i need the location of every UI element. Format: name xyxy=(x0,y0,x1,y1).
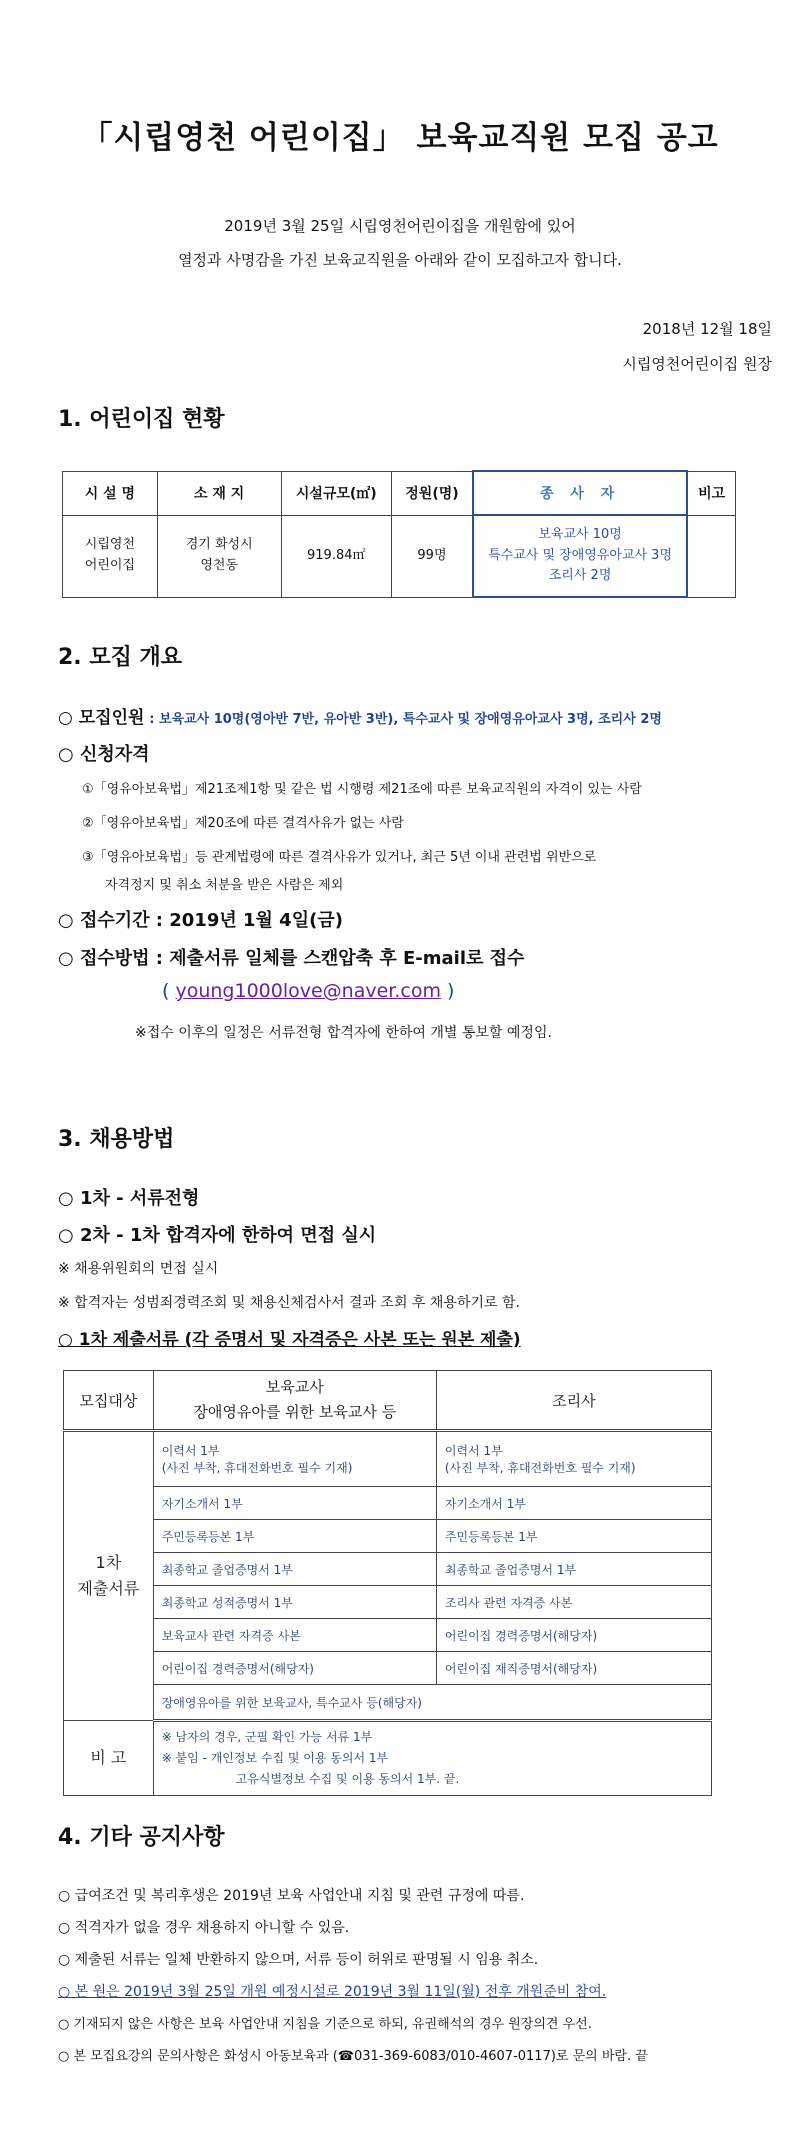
col-header-cook: 조리사 xyxy=(436,1371,711,1431)
notice-item: ○ 급여조건 및 복리후생은 2019년 보육 사업안내 지침 및 관련 규정에 따름. xyxy=(58,1888,525,1904)
application-method: ○ 접수방법 : 제출서류 일체를 스캔압축 후 E-mail로 접수 xyxy=(58,948,525,969)
cook-doc: 최종학교 졸업증명서 1부 xyxy=(436,1553,711,1586)
teacher-doc: 주민등록등본 1부 xyxy=(153,1520,436,1553)
facility-note xyxy=(687,515,735,597)
notice-item: ○ 적격자가 없을 경우 채용하지 아니할 수 있음. xyxy=(58,1920,350,1936)
qualification-2: ②「영유아보육법」제20조에 따른 결격사유가 없는 사람 xyxy=(82,816,404,831)
table-row xyxy=(64,1553,712,1586)
table-row xyxy=(64,1619,712,1652)
remark-label: 비 고 xyxy=(64,1721,154,1796)
col-header: 시 설 명 xyxy=(63,471,158,515)
intro-line-2: 열정과 사명감을 가진 보육교직원을 아래와 같이 모집하고자 합니다. xyxy=(178,251,622,269)
section-3-heading: 3. 채용방법 xyxy=(58,1127,175,1152)
schedule-notice: ※접수 이후의 일정은 서류전형 합격자에 한하여 개별 통보할 예정임. xyxy=(135,1025,552,1041)
table-row xyxy=(64,1721,712,1796)
facility-area: 919.84㎡ xyxy=(281,515,392,597)
documents-table xyxy=(63,1370,712,1796)
table-row xyxy=(64,1586,712,1619)
teacher-doc: 최종학교 졸업증명서 1부 xyxy=(153,1553,436,1586)
step-2: ○ 2차 - 1차 합격자에 한하여 면접 실시 xyxy=(58,1225,377,1246)
teacher-doc: 이력서 1부 (사진 부착, 휴대전화번호 필수 기재) xyxy=(153,1431,436,1487)
col-header: 정원(명) xyxy=(392,471,473,515)
notice-item: ○ 기재되지 않은 사항은 보육 사업안내 지침을 기준으로 하되, 유권해석의 경우 원장의견 우선. xyxy=(58,2017,592,2032)
table-row xyxy=(64,1431,712,1487)
notice-item: ○ 제출된 서류는 일체 반환하지 않으며, 서류 등이 허위로 판명될 시 임용 취소. xyxy=(58,1952,539,1968)
note-2: ※ 합격자는 성범죄경력조회 및 채용신체검사서 결과 조회 후 채용하기로 함. xyxy=(58,1295,520,1311)
notice-item-highlight: ○ 본 원은 2019년 3월 25일 개원 예정시설로 2019년 3월 11일(월) 전후 개원준비 참여. xyxy=(58,1984,607,2000)
teacher-doc: 보육교사 관련 자격증 사본 xyxy=(153,1619,436,1652)
facility-capacity: 99명 xyxy=(392,515,473,597)
step-1: ○ 1차 - 서류전형 xyxy=(58,1188,200,1209)
qualification-1: ①「영유아보육법」제21조제1항 및 같은 법 시행령 제21조에 따른 보육교직원의 자격이 있는 사람 xyxy=(82,782,642,797)
email-link[interactable]: young1000love@naver.com xyxy=(175,980,441,1002)
table-row xyxy=(63,515,736,597)
cook-doc: 자기소개서 1부 xyxy=(436,1487,711,1520)
intro-line-1: 2019년 3월 25일 시립영천어린이집을 개원함에 있어 xyxy=(224,217,576,235)
cook-doc: 어린이집 경력증명서(해당자) xyxy=(436,1619,711,1652)
email-line: ( young1000love@naver.com ) xyxy=(162,980,455,1002)
section-1-heading: 1. 어린이집 현황 xyxy=(58,407,225,432)
table-row xyxy=(64,1685,712,1721)
col-header: 모집대상 xyxy=(64,1371,154,1431)
teacher-doc: 최종학교 성적증명서 1부 xyxy=(153,1586,436,1619)
col-header-staff: 종 사 자 xyxy=(473,471,687,515)
page-title: 「시립영천 어린이집」 보육교직원 모집 공고 xyxy=(81,120,719,156)
facility-staff: 보육교사 10명 특수교사 및 장애영유아교사 3명 조리사 2명 xyxy=(473,515,687,597)
notice-date: 2018년 12월 18일 xyxy=(642,320,772,338)
table-header-row xyxy=(63,471,736,515)
facility-table xyxy=(62,470,736,598)
special-doc: 장애영유아를 위한 보육교사, 특수교사 등(해당자) xyxy=(153,1685,711,1721)
facility-name: 시립영천 어린이집 xyxy=(63,515,158,597)
section-4-heading: 4. 기타 공지사항 xyxy=(58,1825,225,1850)
teacher-doc: 자기소개서 1부 xyxy=(153,1487,436,1520)
cook-doc: 이력서 1부 (사진 부착, 휴대전화번호 필수 기재) xyxy=(436,1431,711,1487)
col-header-teacher: 보육교사 장애영유아를 위한 보육교사 등 xyxy=(153,1371,436,1431)
note-1: ※ 채용위원회의 면접 실시 xyxy=(58,1261,219,1277)
table-row xyxy=(64,1487,712,1520)
table-header-row xyxy=(64,1371,712,1431)
facility-location: 경기 화성시 영천동 xyxy=(157,515,281,597)
col-header: 소 재 지 xyxy=(157,471,281,515)
application-period: ○ 접수기간 : 2019년 1월 4일(금) xyxy=(58,910,343,931)
qualification-heading: ○ 신청자격 xyxy=(58,744,150,765)
qualification-3a: ③「영유아보육법」등 관계법령에 따른 결격사유가 있거나, 최근 5년 이내 관련법 위반으로 xyxy=(82,850,597,865)
cook-doc: 어린이집 재직증명서(해당자) xyxy=(436,1652,711,1685)
cook-doc: 조리사 관련 자격증 사본 xyxy=(436,1586,711,1619)
table-row xyxy=(64,1652,712,1685)
recruit-line: ○ 모집인원 : 보육교사 10명(영아반 7반, 유아반 3반), 특수교사 및 장애영유아교사 3명, 조리사 2명 xyxy=(58,708,662,728)
teacher-doc: 어린이집 경력증명서(해당자) xyxy=(153,1652,436,1685)
qualification-3b: 자격정지 및 취소 처분을 받은 사람은 제외 xyxy=(105,878,344,893)
col-header: 비고 xyxy=(687,471,735,515)
signer: 시립영천어린이집 원장 xyxy=(622,355,772,373)
table-row xyxy=(64,1520,712,1553)
notice-item: ○ 본 모집요강의 문의사항은 화성시 아동보육과 (☎031-369-6083/010-4607-0117)로 문의 바람. 끝 xyxy=(58,2049,648,2064)
remark-cell: ※ 남자의 경우, 군필 확인 가능 서류 1부 ※ 붙임 - 개인정보 수집 및 이용 동의서 1부 고유식별정보 수집 및 이용 동의서 1부. 끝. xyxy=(153,1721,711,1796)
section-2-heading: 2. 모집 개요 xyxy=(58,645,182,670)
documents-heading: ○ 1차 제출서류 (각 증명서 및 자격증은 사본 또는 원본 제출) xyxy=(58,1330,521,1350)
category-cell: 1차 제출서류 xyxy=(64,1431,154,1721)
col-header: 시설규모(㎡) xyxy=(281,471,392,515)
cook-doc: 주민등록등본 1부 xyxy=(436,1520,711,1553)
